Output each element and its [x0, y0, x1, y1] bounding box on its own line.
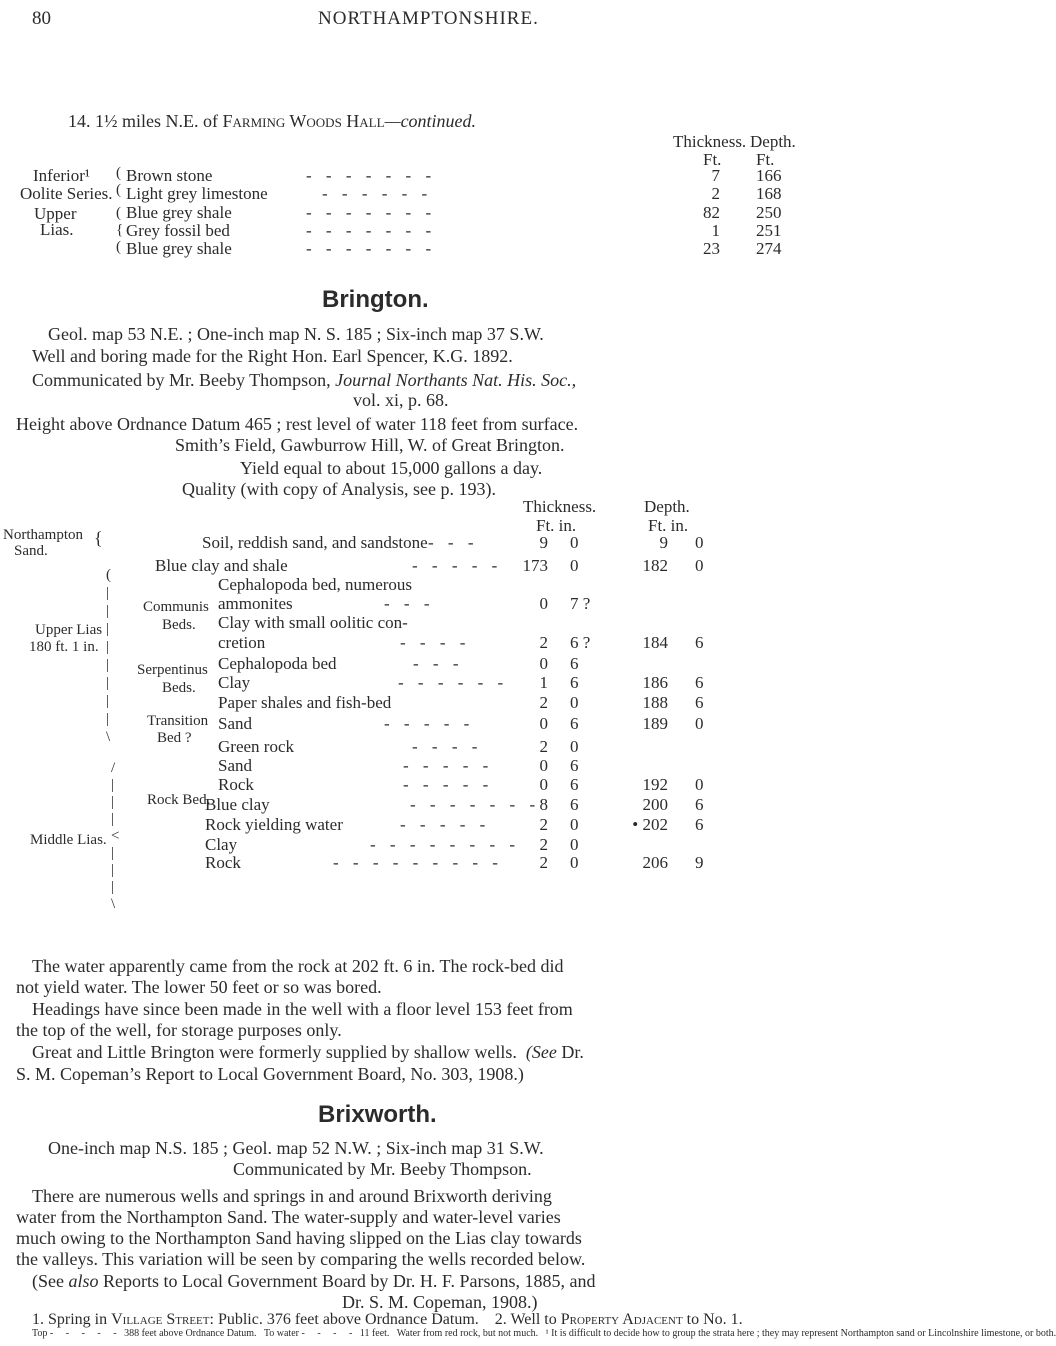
section-number: 14. [68, 111, 91, 131]
thickness-inches: 6 [570, 654, 579, 673]
thickness-value: 82 [703, 203, 720, 222]
thickness-feet: 2 [539, 835, 548, 854]
depth-feet: 192 [642, 775, 668, 794]
paragraph-line: the top of the well, for storage purposes only. [16, 1020, 342, 1040]
stratum-name: Blue grey shale [126, 239, 232, 258]
depth-inches: 9 [695, 853, 704, 872]
group-label: Upper [34, 204, 77, 223]
depth-inches: 6 [695, 815, 704, 834]
depth-inches: 6 [695, 795, 704, 814]
group-label: 180 ft. 1 in. [29, 639, 99, 655]
paragraph-line: There are numerous wells and springs in and around Brixworth deriving [32, 1186, 552, 1206]
col-depth-heading: Depth. [750, 132, 796, 151]
leader-dots: - - - - - [403, 775, 494, 794]
leader-dots: - - - - [400, 633, 471, 652]
thickness-inches: 7 ? [570, 594, 591, 613]
paragraph-line: S. M. Copeman’s Report to Local Government Board, No. 303, 1908.) [16, 1064, 524, 1084]
leader-dots: - - - - - - - - [370, 835, 521, 854]
paragraph-line: much owing to the Northampton Sand having slipped on the Lias clay towards [16, 1228, 582, 1248]
group-label: Oolite Series. [20, 184, 113, 203]
section-title-place: Farming Woods Hall [222, 111, 385, 131]
group-label: Transition [147, 713, 209, 729]
thickness-feet: 9 [539, 533, 548, 552]
group-label: Northampton [3, 527, 83, 543]
unit-depth: Ft. [756, 150, 775, 169]
list-item: Top - - - - - 388 feet above Ordnance Datum. To water - - - - 11 feet. Water from red rock, but not much. ¹ It is difficult to decide how to group the strata here ; they may represent Northampton sand or Lincolnshire limestone, or both. [32, 1328, 1056, 1339]
group-label: Communis [143, 599, 209, 615]
thickness-feet: 1 [539, 673, 548, 692]
depth-feet: 9 [659, 533, 668, 552]
brace: / | | | < | | | \ [111, 760, 120, 912]
leader-dots: - - - [384, 594, 435, 613]
leader-dots: - - - - - - - [410, 795, 541, 814]
paragraph-line: not yield water. The lower 50 feet or so was bored. [16, 977, 382, 997]
text-line: Communicated by Mr. Beeby Thompson. [233, 1159, 532, 1179]
thickness-inches: 0 [570, 556, 579, 575]
group-label: Serpentinus [137, 662, 208, 678]
thickness-inches: 0 [570, 853, 579, 872]
stratum-name: cretion [218, 633, 266, 652]
thickness-feet: 2 [539, 633, 548, 652]
section-heading [68, 110, 476, 132]
section-title-continued: —continued. [384, 111, 477, 131]
text-line: Height above Ordnance Datum 465 ; rest level of water 118 feet from surface. [16, 414, 579, 434]
thickness-inches: 0 [570, 533, 579, 552]
text-line: One-inch map N.S. 185 ; Geol. map 52 N.W. ; Six-inch map 31 S.W. [48, 1138, 544, 1158]
depth-feet: 189 [642, 714, 668, 733]
stratum-name: Light grey limestone [126, 184, 268, 203]
depth-inches: 0 [695, 775, 704, 794]
thickness-feet: 0 [539, 775, 548, 794]
brace: ( | | | | | | | | \ [106, 567, 111, 745]
thickness-value: 2 [711, 184, 720, 203]
unit-depth: Ft. in. [648, 516, 689, 535]
depth-inches: 6 [695, 633, 704, 652]
paragraph-line: Dr. S. M. Copeman, 1908.) [342, 1292, 538, 1312]
leader-dots: - - - - - - - [306, 166, 437, 185]
group-label: Inferior¹ [33, 166, 91, 185]
text-line: Geol. map 53 N.E. ; One-inch map N. S. 185 ; Six-inch map 37 S.W. [48, 324, 544, 344]
brace: ( ( [116, 165, 121, 198]
depth-value: 166 [756, 166, 782, 185]
thickness-inches: 0 [570, 693, 579, 712]
paragraph-line: The water apparently came from the rock at 202 ft. 6 in. The rock-bed did [32, 956, 564, 976]
depth-inches: 6 [695, 693, 704, 712]
leader-dots: - - - - - - [398, 673, 509, 692]
thickness-inches: 6 [570, 795, 579, 814]
depth-feet: 182 [642, 556, 668, 575]
paragraph-line: (See also Reports to Local Government Board by Dr. H. F. Parsons, 1885, and [32, 1271, 596, 1291]
section-title: 1½ miles N.E. of [95, 111, 218, 131]
stratum-name: Cephalopoda bed, numerous [218, 575, 413, 594]
leader-dots: - - - - - [400, 815, 491, 834]
col-thickness-heading: Thickness. [673, 132, 747, 151]
leader-dots: - - - - - [412, 556, 503, 575]
group-label: Rock Bed. [147, 792, 211, 808]
leader-dots: - - - - - - - - - [333, 853, 503, 872]
leader-dots: - - - - - [384, 714, 475, 733]
text-line: Well and boring made for the Right Hon. Earl Spencer, K.G. 1892. [32, 346, 513, 366]
stratum-name: Grey fossil bed [126, 221, 230, 240]
thickness-feet: 0 [539, 654, 548, 673]
thickness-feet: 0 [539, 714, 548, 733]
stratum-name: Brown stone [126, 166, 213, 185]
stratum-name: Clay [218, 673, 251, 692]
footnote: ¹ It is difficult to decide how to group the strata here ; they may represent [545, 1328, 839, 1339]
stratum-name: Sand [218, 756, 252, 775]
depth-value: 168 [756, 184, 782, 203]
paragraph-line: water from the Northampton Sand. The water-supply and water-level varies [16, 1207, 561, 1227]
text-line: Smith’s Field, Gawburrow Hill, W. of Great Brington. [175, 435, 565, 455]
stratum-name: Green rock [218, 737, 294, 756]
journal-title: Journal Northants Nat. His. Soc., [335, 370, 577, 390]
stratum-name: Clay with small oolitic con- [218, 613, 408, 632]
thickness-inches: 6 [570, 714, 579, 733]
thickness-feet: 173 [522, 556, 548, 575]
text-line: Communicated by Mr. Beeby Thompson, Journal Northants Nat. His. Soc., [32, 370, 577, 390]
leader-dots: - - - - - [403, 756, 494, 775]
thickness-value: 7 [711, 166, 720, 185]
thickness-inches: 6 [570, 775, 579, 794]
brace: { [94, 528, 103, 548]
thickness-feet: 2 [539, 693, 548, 712]
depth-feet: 184 [642, 633, 668, 652]
stratum-name: Blue clay and shale [155, 556, 288, 575]
running-head: NORTHAMPTONSHIRE. [318, 8, 539, 29]
col-thickness-heading: Thickness. [523, 497, 597, 516]
depth-value: 251 [756, 221, 782, 240]
col-depth-heading: Depth. [644, 497, 690, 516]
depth-inches: 0 [695, 556, 704, 575]
group-label: Beds. [162, 617, 196, 633]
depth-inches: 0 [695, 533, 704, 552]
thickness-inches: 0 [570, 737, 579, 756]
depth-value: 250 [756, 203, 782, 222]
depth-feet: • 202 [632, 815, 668, 834]
leader-dots: - - - [428, 533, 479, 552]
depth-value: 274 [756, 239, 782, 258]
leader-dots: - - - [413, 654, 464, 673]
stratum-name: Blue clay [205, 795, 270, 814]
depth-feet: 188 [642, 693, 668, 712]
paragraph-line: Headings have since been made in the well with a floor level 153 feet from [32, 999, 573, 1019]
depth-feet: 186 [642, 673, 668, 692]
stratum-name: Paper shales and fish-bed [218, 693, 392, 712]
stratum-name: Sand [218, 714, 252, 733]
paragraph-line: Great and Little Brington were formerly supplied by shallow wells. (See Dr. [32, 1042, 584, 1062]
depth-feet: 200 [642, 795, 668, 814]
thickness-value: 1 [711, 221, 720, 240]
stratum-name: Rock [205, 853, 241, 872]
stratum-name: Blue grey shale [126, 203, 232, 222]
unit-thickness: Ft. [703, 150, 722, 169]
group-label: Upper Lias [35, 622, 103, 638]
thickness-inches: 0 [570, 815, 579, 834]
stratum-name: Soil, reddish sand, and sandstone [202, 533, 428, 552]
stratum-name: Rock [218, 775, 254, 794]
thickness-inches: 6 ? [570, 633, 591, 652]
thickness-feet: 2 [539, 815, 548, 834]
leader-dots: - - - - - - - [306, 203, 437, 222]
group-label: Middle Lias. [30, 832, 107, 848]
group-label: Beds. [162, 680, 196, 696]
thickness-feet: 2 [539, 737, 548, 756]
page-number: 80 [32, 8, 51, 29]
thickness-inches: 0 [570, 835, 579, 854]
thickness-inches: 6 [570, 756, 579, 775]
depth-inches: 0 [695, 714, 704, 733]
group-label: Lias. [40, 220, 74, 239]
paragraph-line: the valleys. This variation will be seen by comparing the wells recorded below. [16, 1249, 586, 1269]
stratum-name: ammonites [218, 594, 293, 613]
text-line: vol. xi, p. 68. [353, 390, 449, 410]
group-label: Sand. [14, 543, 48, 559]
depth-feet: 206 [642, 853, 668, 872]
group-label: Bed ? [157, 730, 192, 746]
thickness-feet: 2 [539, 853, 548, 872]
leader-dots: - - - - - - - [306, 221, 437, 240]
thickness-feet: 8 [539, 795, 548, 814]
text-line: Quality (with copy of Analysis, see p. 193). [182, 479, 496, 499]
list-item: 1. Spring in Village Street: Public. 376 feet above Ordnance Datum. 2. Well to Property Adjacent to No. 1. [32, 1311, 743, 1328]
brace: ( { ( [116, 205, 124, 255]
heading-brixworth: Brixworth. [318, 1101, 437, 1128]
stratum-name: Rock yielding water [205, 815, 343, 834]
stratum-name: Cephalopoda bed [218, 654, 337, 673]
text-line: Yield equal to about 15,000 gallons a day. [240, 458, 543, 478]
depth-inches: 6 [695, 673, 704, 692]
thickness-feet: 0 [539, 756, 548, 775]
heading-brington: Brington. [322, 286, 429, 313]
leader-dots: - - - - - - - [306, 239, 437, 258]
thickness-value: 23 [703, 239, 720, 258]
stratum-name: Clay [205, 835, 238, 854]
thickness-feet: 0 [539, 594, 548, 613]
leader-dots: - - - - [412, 737, 483, 756]
unit-thickness: Ft. in. [536, 516, 577, 535]
thickness-inches: 6 [570, 673, 579, 692]
leader-dots: - - - - - - [322, 184, 433, 203]
